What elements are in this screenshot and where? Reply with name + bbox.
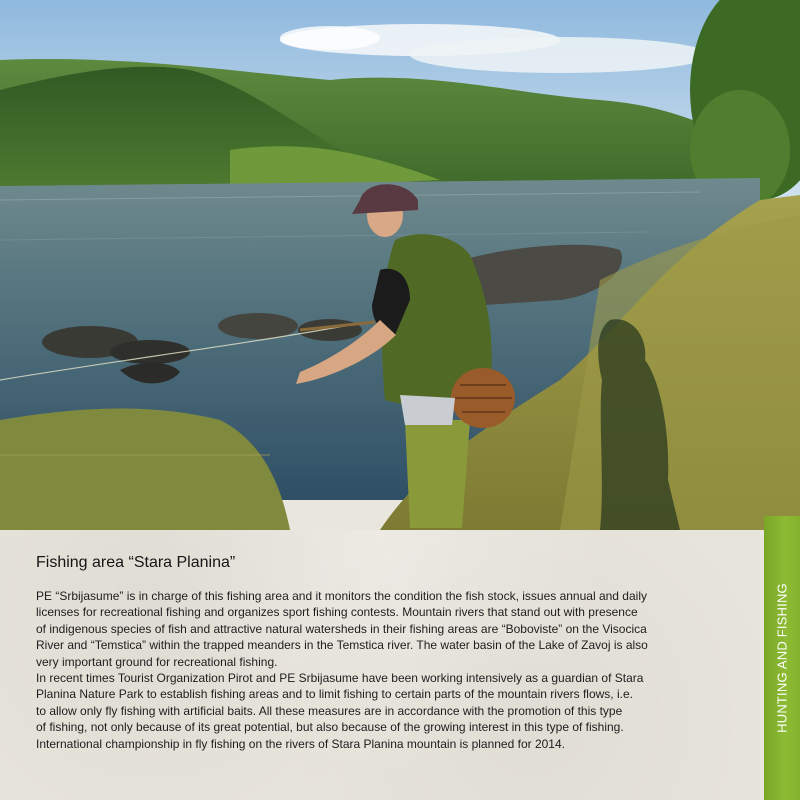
article-line: to allow only fly fishing with artificial baits. All these measures are in accordance with the promotion of this type [36,703,623,718]
article-line: of indigenous species of fish and attractive natural watersheds in their fishing areas are “Boboviste” on the Visocica [36,621,647,636]
article-body [36,588,736,752]
section-tab-label: HUNTING AND FISHING [774,583,790,733]
section-tab [764,516,800,800]
article-line: licenses for recreational fishing and organizes sport fishing contests. Mountain rivers that stand out with presence [36,605,638,620]
article-line: very important ground for recreational fishing. [36,654,278,669]
article-line: International championship in fly fishing on the rivers of Stara Planina mountain is planned for 2014. [36,736,565,751]
article-line: River and “Temstica” within the trapped meanders in the Temstica river. The water basin of the Lake of Zavoj is also [36,638,648,653]
article-line: of fishing, not only because of its great potential, but also because of the growing interest in this type of fishing. [36,720,624,735]
article-title: Fishing area “Stara Planina” [36,554,236,571]
article-line: Planina Nature Park to establish fishing areas and to limit fishing to certain parts of the mountain rivers flows, i.e. [36,687,633,702]
article-line: In recent times Tourist Organization Pirot and PE Srbijasume have been working intensively as a guardian of Stara [36,671,644,686]
article-panel [0,530,760,800]
article-line: PE “Srbijasume” is in charge of this fishing area and it monitors the condition the fish stock, issues annual and daily [36,589,647,603]
